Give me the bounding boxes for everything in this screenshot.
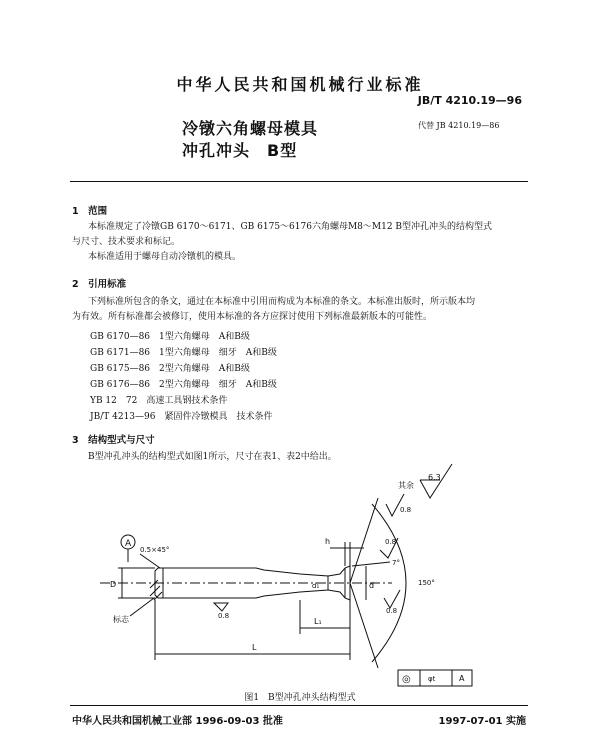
roughness-shank-symbol	[214, 603, 228, 611]
mark-label: 标志	[113, 615, 129, 624]
section-heading: 1 范围	[72, 206, 108, 217]
figure-caption: 图1 B型冲孔冲头结构型式	[244, 693, 356, 703]
dim-L1-label: L₁	[314, 617, 322, 626]
reference-item: GB 6171—86 1型六角螺母 细牙 A和B级	[90, 348, 277, 358]
mark-leader	[130, 598, 154, 616]
chamfer-leader	[140, 554, 160, 568]
dim-d1-label: d₁	[312, 582, 320, 590]
replaces-standard: 代替 JB 4210.19—86	[418, 121, 500, 130]
dim-D-label: D	[110, 580, 117, 589]
roughness-side-symbol	[384, 590, 400, 608]
reference-item: GB 6170—86 1型六角螺母 A和B级	[90, 332, 250, 342]
roughness-rest-value: 6.3	[428, 473, 441, 482]
document-title-line2: 冲孔冲头 B型	[182, 141, 298, 160]
roughness-side-value: 0.8	[386, 607, 398, 615]
roughness-shank-value: 0.8	[218, 612, 230, 620]
tolerance-value: φt	[428, 675, 436, 683]
reference-item: JB/T 4213—96 紧固件冷镦模具 技术条件	[90, 412, 273, 422]
paragraph-line: 下列标准所包含的条文，通过在本标准中引用而构成为本标准的条文。本标准出版时，所示版本均	[88, 297, 476, 307]
paragraph-line: B型冲孔冲头的结构型式如图1所示，尺寸在表1、表2中给出。	[88, 452, 337, 462]
paragraph-line: 为有效。所有标准都会被修订，使用本标准的各方应探讨使用下列标准最新版本的可能性。	[72, 312, 433, 322]
header-divider	[70, 181, 528, 182]
document-title-line1: 冷镦六角螺母模具	[182, 119, 319, 138]
reference-item: GB 6176—86 2型六角螺母 细牙 A和B级	[90, 380, 277, 390]
dim-d-label: d	[369, 581, 375, 590]
roughness-head-value: 0.8	[385, 538, 397, 546]
angle-7-leader	[352, 562, 390, 566]
angle-150-ray-bottom	[350, 583, 378, 668]
tolerance-symbol: ◎	[402, 674, 411, 685]
paragraph-line: 与尺寸、技术要求和标记。	[72, 237, 181, 247]
angle-150-label: 150°	[418, 579, 435, 587]
section-heading: 2 引用标准	[72, 279, 127, 290]
punch-drawing	[0, 458, 600, 688]
paragraph-line: 本标准适用于螺母自动冷镦机的模具。	[88, 252, 242, 262]
approval-statement: 中华人民共和国机械工业部 1996-09-03 批准	[72, 716, 283, 727]
datum-a-label: A	[125, 539, 132, 549]
issuing-organization: 中华人民共和国机械行业标准	[176, 75, 424, 94]
angle-7-label: 7°	[392, 559, 400, 567]
roughness-rest-label: 其余	[398, 481, 414, 490]
section-heading: 3 结构型式与尺寸	[72, 435, 155, 446]
footer-divider	[70, 705, 528, 706]
tolerance-datum: A	[459, 674, 465, 683]
effective-date: 1997-07-01 实施	[438, 716, 526, 727]
dim-L-label: L	[252, 643, 257, 652]
paragraph-line: 本标准规定了冷镦GB 6170～6171、GB 6175～6176六角螺母M8～M12 B型冲孔冲头的结构型式	[88, 222, 493, 232]
reference-item: YB 12 72 高速工具钢技术条件	[90, 396, 228, 406]
dim-h-label: h	[325, 537, 331, 546]
angle-150-ray-top	[350, 498, 378, 583]
roughness-top-value: 0.8	[400, 506, 412, 514]
reference-item: GB 6175—86 2型六角螺母 A和B级	[90, 364, 250, 374]
standard-number: JB/T 4210.19—96	[417, 94, 522, 107]
chamfer-label: 0.5×45°	[140, 546, 170, 554]
